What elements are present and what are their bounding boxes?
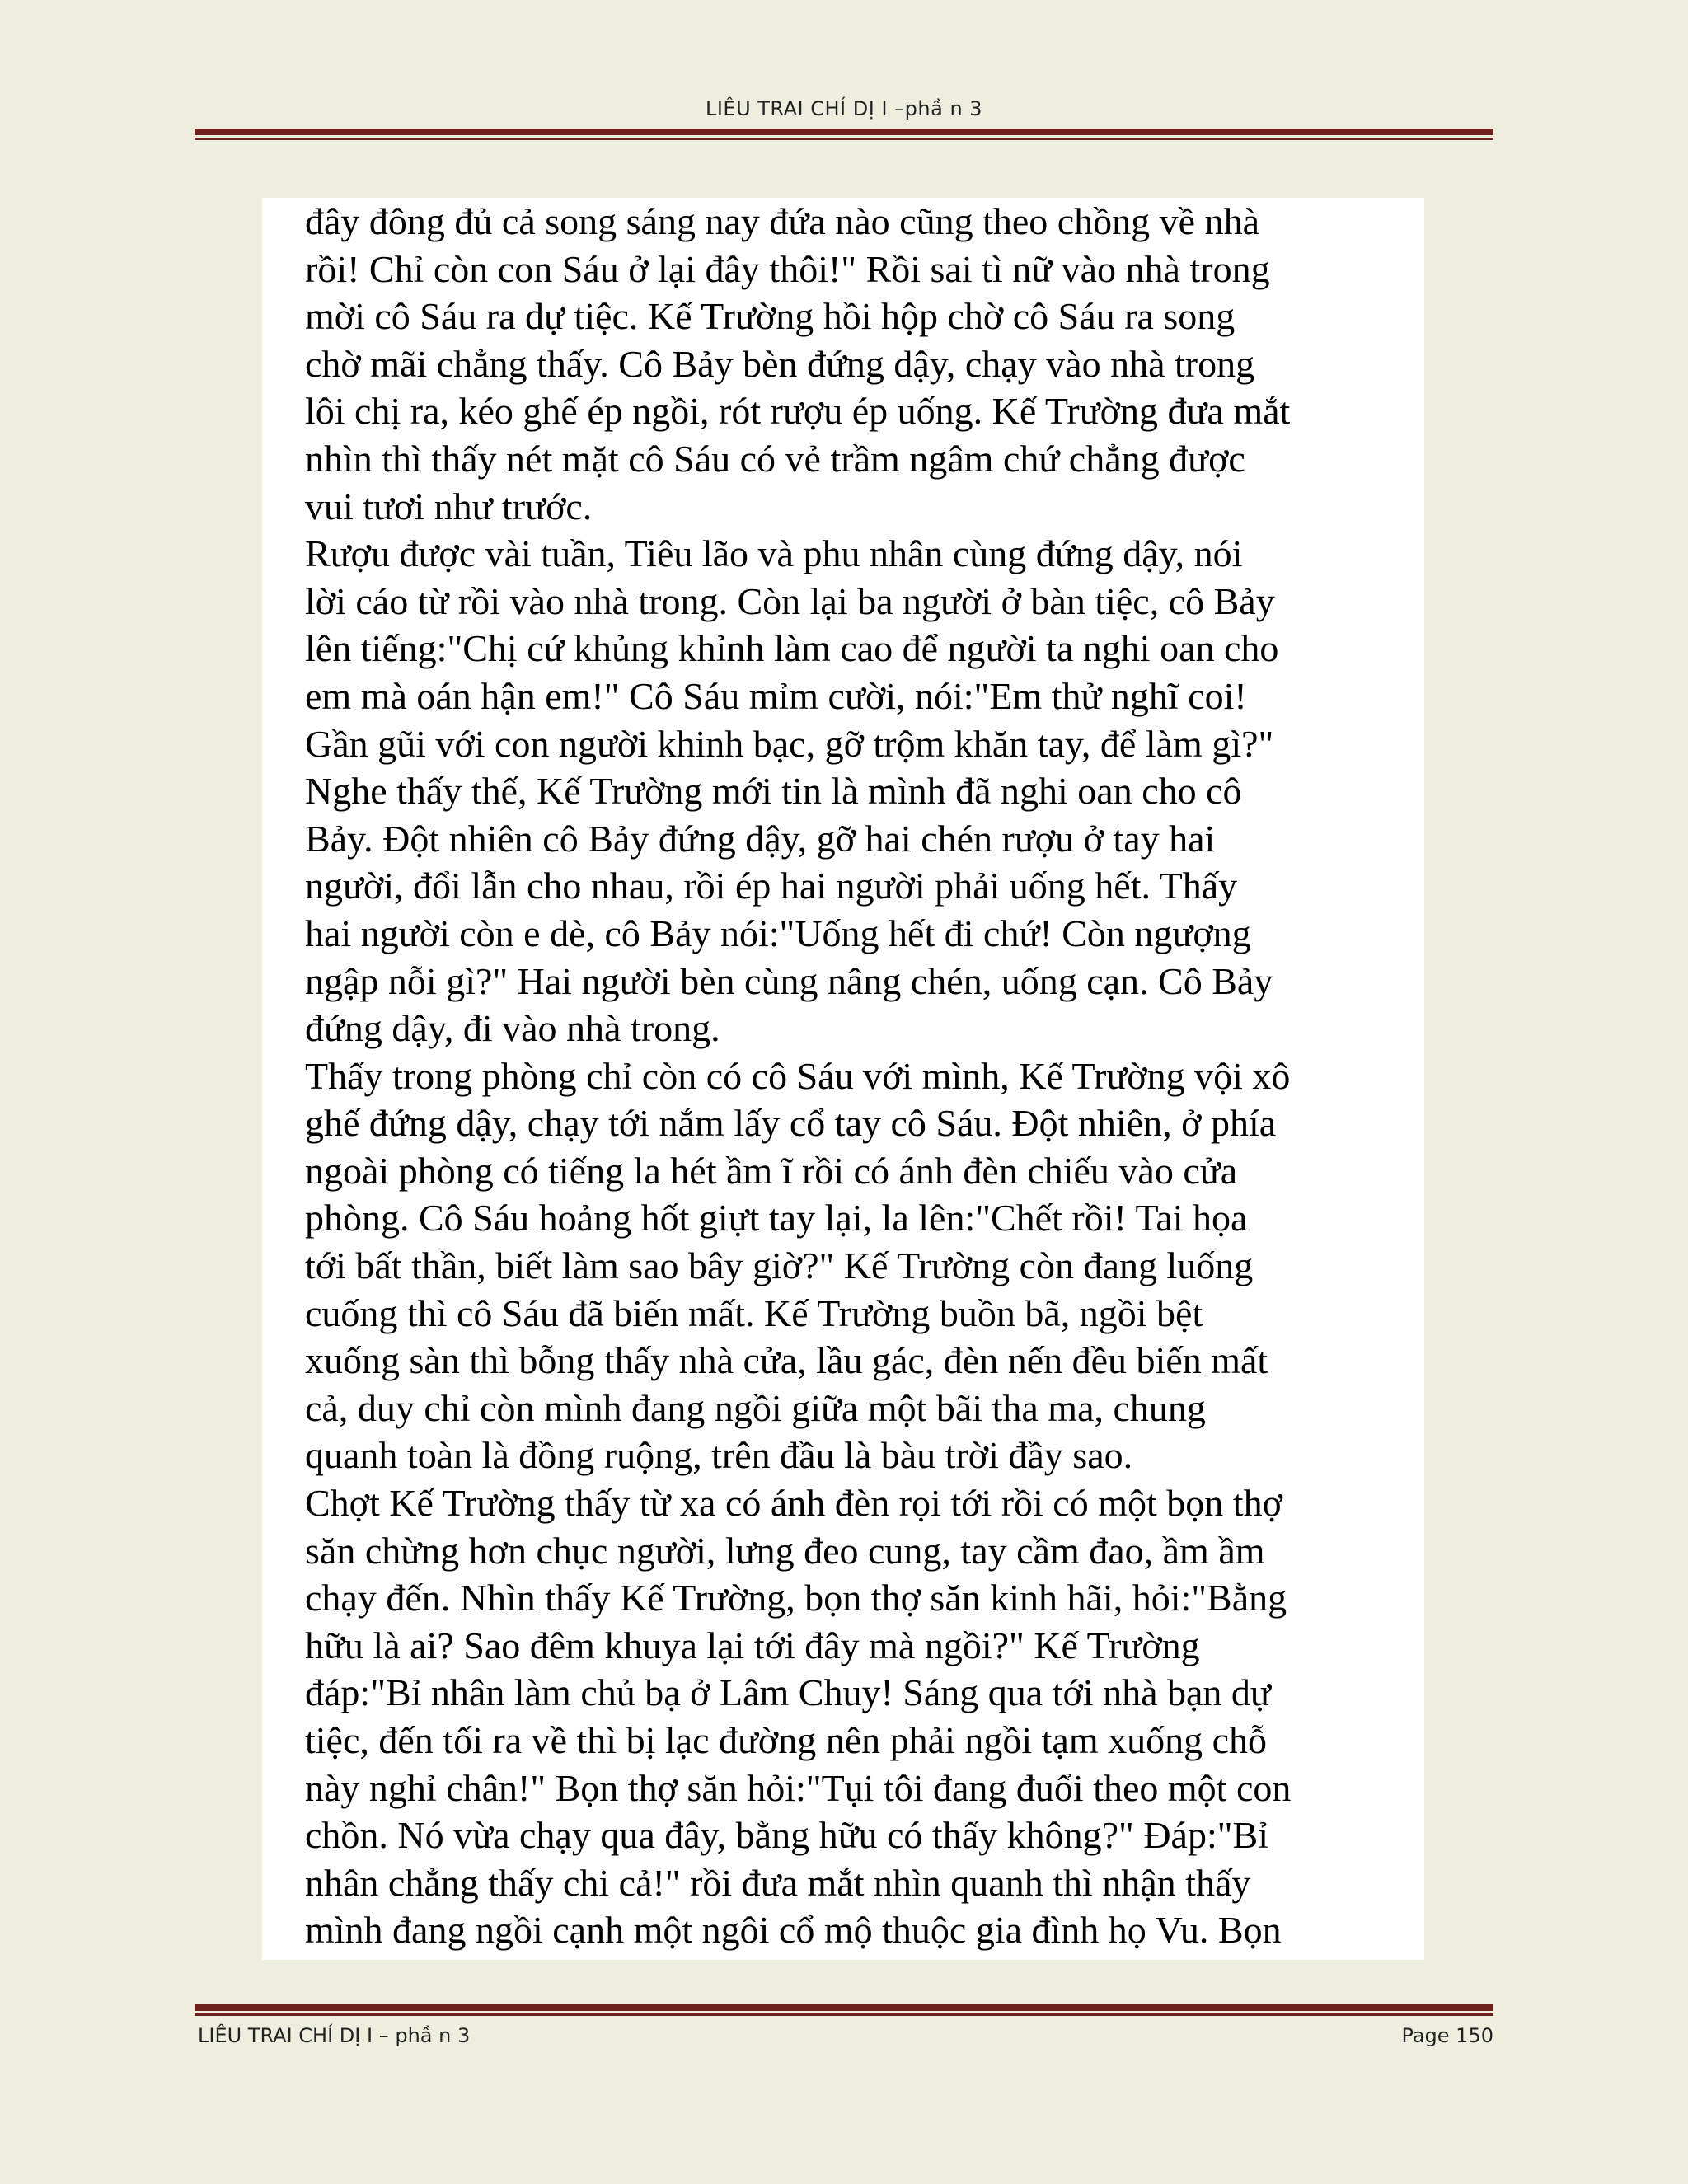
text-line: lôi chị ra, kéo ghế ép ngồi, rót rượu ép uống. Kế Trường đưa mắt (305, 390, 1291, 433)
running-footer-title: LIÊU TRAI CHÍ DỊ I – phầ n 3 (198, 2024, 471, 2047)
text-line: lên tiếng:"Chị cứ khủng khỉnh làm cao để người ta nghi oan cho (305, 627, 1279, 670)
text-line: hai người còn e dè, cô Bảy nói:"Uống hết đi chứ! Còn ngượng (305, 912, 1251, 954)
text-line: đứng dậy, đi vào nhà trong. (305, 1007, 720, 1050)
text-line: quanh toàn là đồng ruộng, trên đầu là bàu trời đầy sao. (305, 1434, 1133, 1477)
text-line: mình đang ngồi cạnh một ngôi cổ mộ thuộc gia đình họ Vu. Bọn (305, 1909, 1282, 1952)
text-line: này nghỉ chân!" Bọn thợ săn hỏi:"Tụi tôi đang đuổi theo một con (305, 1766, 1292, 1809)
text-line: đáp:"Bỉ nhân làm chủ bạ ở Lâm Chuy! Sáng qua tới nhà bạn dự (305, 1671, 1271, 1714)
text-line: vui tươi như trước. (305, 485, 593, 527)
text-line: cuống thì cô Sáu đã biến mất. Kế Trường buồn bã, ngồi bệt (305, 1291, 1203, 1334)
text-line: ngập nỗi gì?" Hai người bèn cùng nâng chén, uống cạn. Cô Bảy (305, 959, 1273, 1002)
text-line: Chợt Kế Trường thấy từ xa có ánh đèn rọi tới rồi có một bọn thợ (305, 1482, 1282, 1525)
text-line: chờ mãi chẳng thấy. Cô Bảy bèn đứng dậy, chạy vào nhà trong (305, 342, 1255, 385)
text-line: Nghe thấy thế, Kế Trường mới tin là mình đã nghi oan cho cô (305, 770, 1242, 813)
text-line: phòng. Cô Sáu hoảng hốt giựt tay lại, la lên:"Chết rồi! Tai họa (305, 1197, 1248, 1240)
text-line: cả, duy chỉ còn mình đang ngồi giữa một bãi tha ma, chung (305, 1386, 1206, 1429)
text-line: ghế đứng dậy, chạy tới nắm lấy cổ tay cô Sáu. Đột nhiên, ở phía (305, 1102, 1277, 1145)
text-line: Bảy. Đột nhiên cô Bảy đứng dậy, gỡ hai chén rượu ở tay hai (305, 817, 1216, 860)
text-line: rồi! Chỉ còn con Sáu ở lại đây thôi!" Rồi sai tì nữ vào nhà trong (305, 247, 1270, 290)
body-text (262, 198, 1424, 1960)
text-line: chạy đến. Nhìn thấy Kế Trường, bọn thợ săn kinh hãi, hỏi:"Bằng (305, 1577, 1287, 1619)
page-number: Page 150 (1401, 2024, 1493, 2047)
text-line: ngoài phòng có tiếng la hét ầm ĩ rồi có ánh đèn chiếu vào cửa (305, 1149, 1238, 1192)
text-line: chồn. Nó vừa chạy qua đây, bằng hữu có thấy không?" Đáp:"Bỉ (305, 1814, 1268, 1857)
text-line: tiệc, đến tối ra về thì bị lạc đường nên phải ngồi tạm xuống chỗ (305, 1719, 1268, 1761)
header-rule-thick (195, 129, 1493, 135)
text-line: nhìn thì thấy nét mặt cô Sáu có vẻ trầm ngâm chứ chẳng được (305, 437, 1245, 480)
text-line: em mà oán hận em!" Cô Sáu mỉm cười, nói:"Em thử nghĩ coi! (305, 674, 1247, 717)
footer-rule-thin (195, 2013, 1493, 2016)
text-line: hữu là ai? Sao đêm khuya lại tới đây mà ngồi?" Kế Trường (305, 1624, 1200, 1666)
text-line: Thấy trong phòng chỉ còn có cô Sáu với mình, Kế Trường vội xô (305, 1054, 1291, 1097)
text-line: lời cáo từ rồi vào nhà trong. Còn lại ba người ở bàn tiệc, cô Bảy (305, 579, 1275, 622)
footer-rule (195, 2004, 1493, 2016)
text-line: đây đông đủ cả song sáng nay đứa nào cũng theo chồng về nhà (305, 200, 1260, 242)
text-line: Rượu được vài tuần, Tiêu lão và phu nhân cùng đứng dậy, nói (305, 532, 1243, 575)
footer-rule-thick (195, 2004, 1493, 2011)
text-line: Gần gũi với con người khinh bạc, gỡ trộm khăn tay, để làm gì?" (305, 722, 1274, 765)
header-rule-thin (195, 138, 1493, 140)
text-line: tới bất thần, biết làm sao bây giờ?" Kế Trường còn đang luống (305, 1244, 1254, 1287)
running-header: LIÊU TRAI CHÍ DỊ I –phầ n 3 (705, 97, 983, 120)
text-line: mời cô Sáu ra dự tiệc. Kế Trường hồi hộp chờ cô Sáu ra song (305, 295, 1236, 338)
text-line: săn chừng hơn chục người, lưng đeo cung, tay cầm đao, ầm ầm (305, 1529, 1265, 1572)
text-line: người, đổi lẫn cho nhau, rồi ép hai người phải uống hết. Thấy (305, 865, 1238, 907)
header-rule (195, 129, 1493, 140)
text-line: nhân chẳng thấy chi cả!" rồi đưa mắt nhìn quanh thì nhận thấy (305, 1861, 1251, 1904)
text-line: xuống sàn thì bỗng thấy nhà cửa, lầu gác, đèn nến đều biến mất (305, 1339, 1268, 1382)
